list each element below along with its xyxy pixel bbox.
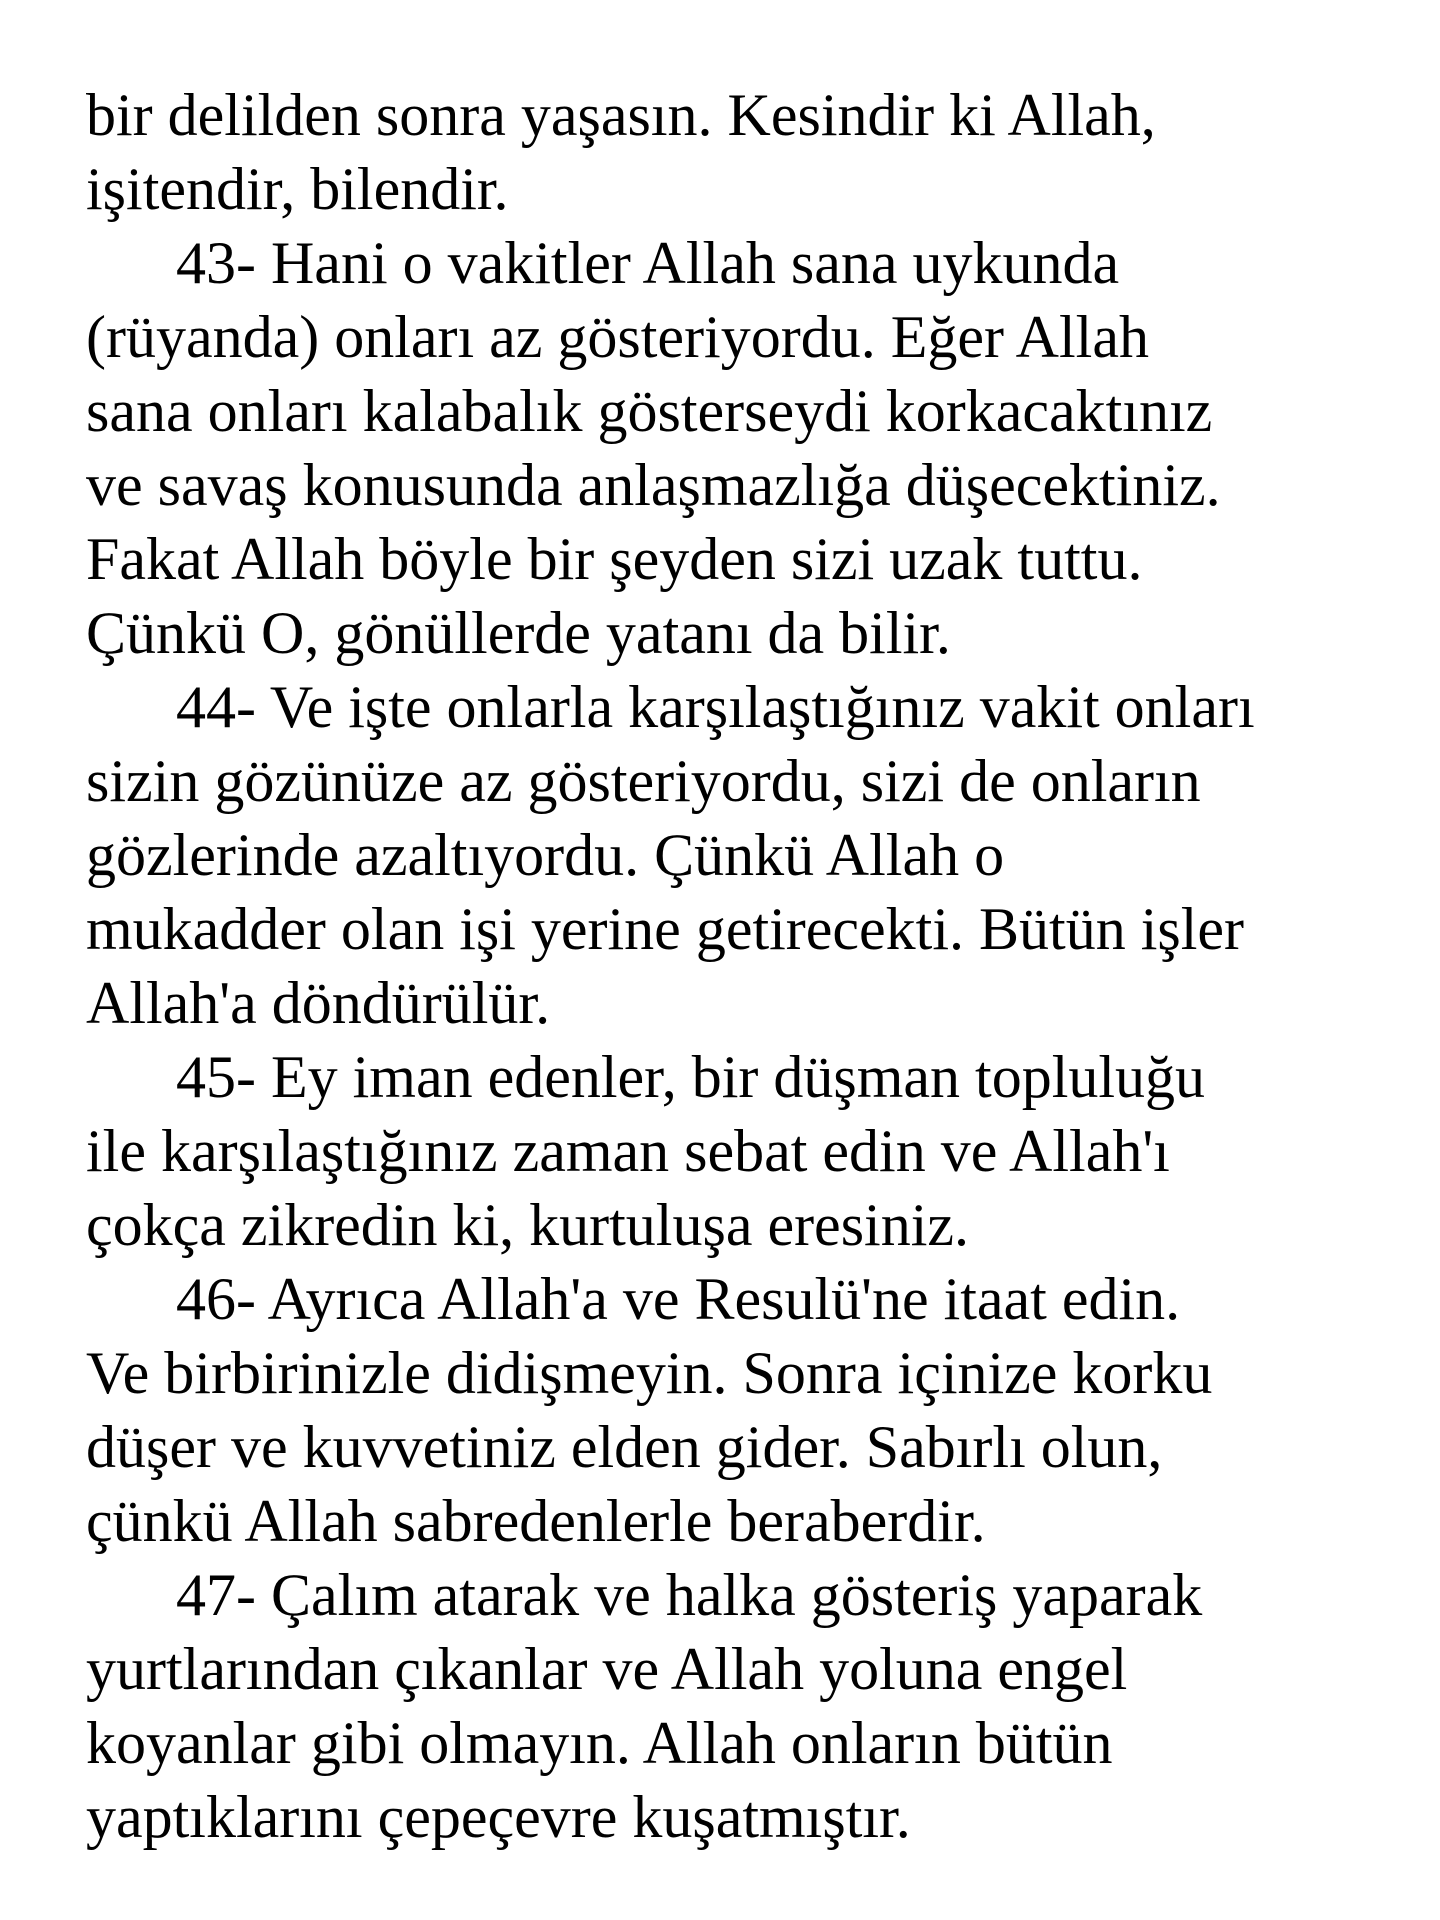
verse-44-start: 44- Ve işte onlarla karşılaştığınız vakit onları	[176, 674, 1255, 740]
text-line: yurtlarından çıkanlar ve Allah yoluna engel	[86, 1636, 1128, 1702]
verse-46-start: 46- Ayrıca Allah'a ve Resulü'ne itaat edin.	[176, 1266, 1181, 1332]
text-line: Allah'a döndürülür.	[86, 970, 551, 1036]
text-line: ve savaş konusunda anlaşmazlığa düşecektiniz.	[86, 452, 1221, 518]
text-line: gözlerinde azaltıyordu. Çünkü Allah o	[86, 822, 1005, 888]
verse-45-start: 45- Ey iman edenler, bir düşman topluluğu	[176, 1044, 1206, 1110]
text-line: Çünkü O, gönüllerde yatanı da bilir.	[86, 600, 951, 666]
document-page	[86, 78, 1386, 1854]
text-line: (rüyanda) onları az gösteriyordu. Eğer Allah	[86, 304, 1149, 370]
text-line: çünkü Allah sabredenlerle beraberdir.	[86, 1488, 986, 1554]
text-line: sana onları kalabalık gösterseydi korkacaktınız	[86, 378, 1213, 444]
text-line: koyanlar gibi olmayın. Allah onların bütün	[86, 1710, 1113, 1776]
text-line: bir delilden sonra yaşasın. Kesindir ki Allah,	[86, 82, 1156, 148]
text-line: işitendir, bilendir.	[86, 156, 509, 222]
text-line: yaptıklarını çepeçevre kuşatmıştır.	[86, 1784, 911, 1850]
verse-43-start: 43- Hani o vakitler Allah sana uykunda	[176, 230, 1120, 296]
text-line: çokça zikredin ki, kurtuluşa eresiniz.	[86, 1192, 970, 1258]
text-line: ile karşılaştığınız zaman sebat edin ve Allah'ı	[86, 1118, 1170, 1184]
text-line: düşer ve kuvvetiniz elden gider. Sabırlı olun,	[86, 1414, 1163, 1480]
verse-47-start: 47- Çalım atarak ve halka gösteriş yaparak	[176, 1562, 1203, 1628]
text-line: mukadder olan işi yerine getirecekti. Bütün işler	[86, 896, 1244, 962]
text-line: Ve birbirinizle didişmeyin. Sonra içinize korku	[86, 1340, 1213, 1406]
text-line: Fakat Allah böyle bir şeyden sizi uzak tuttu.	[86, 526, 1143, 592]
text-line: sizin gözünüze az gösteriyordu, sizi de onların	[86, 748, 1201, 814]
